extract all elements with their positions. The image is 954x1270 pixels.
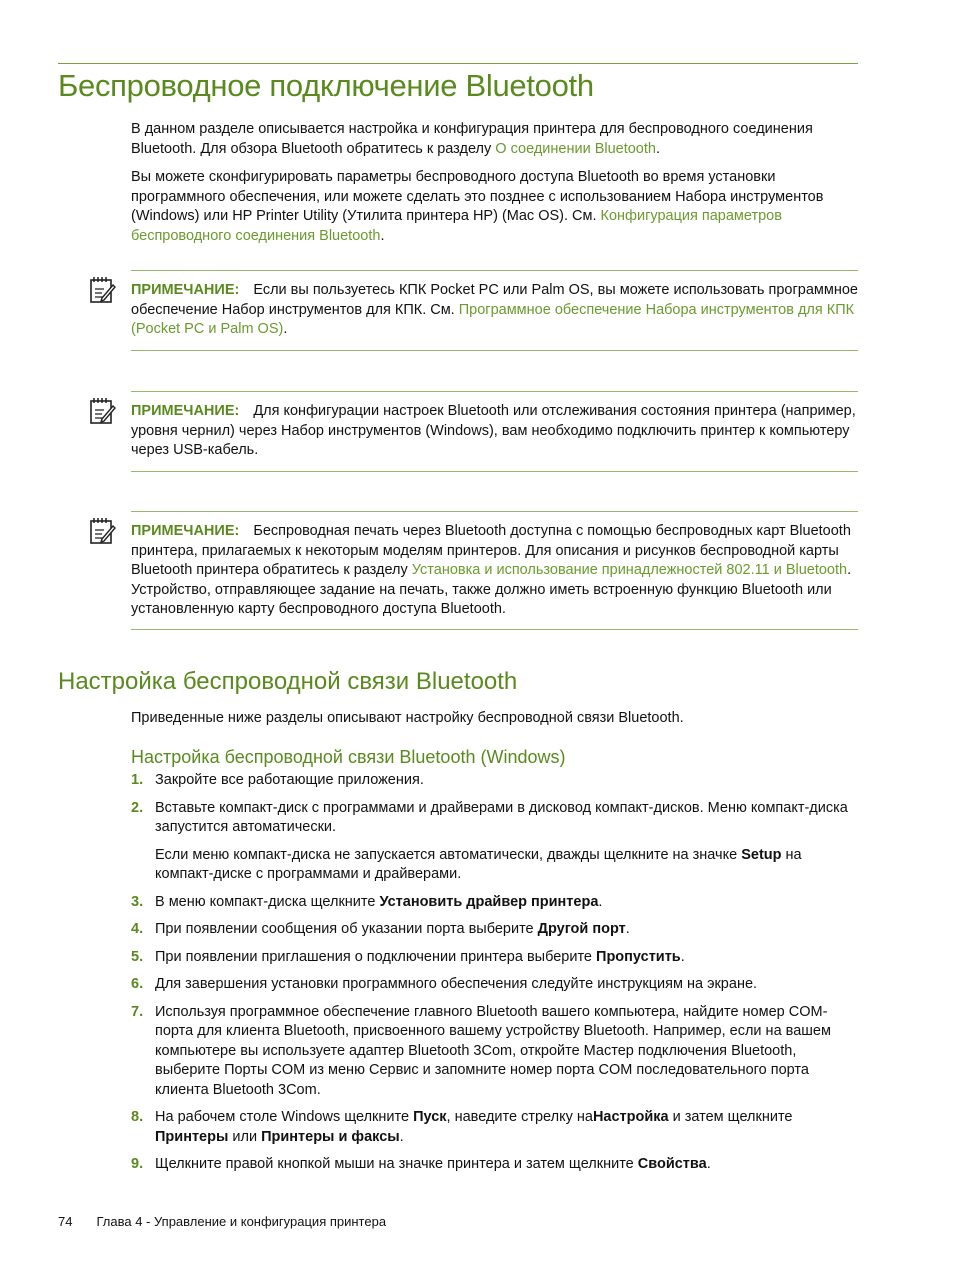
step-item: 2. Вставьте компакт-диск с программами и драйверами в дисковод компакт-дисков. Меню компакт-диска запустится автоматически. Если меню компакт-диска не запускается автоматически, дважды щелкните на значке Setup на компакт-диске с программами и драйверами. — [131, 799, 858, 885]
chapter-title: Глава 4 - Управление и конфигурация принтера — [96, 1214, 387, 1229]
note-1-top-rule — [131, 270, 858, 271]
note-2: ПРИМЕЧАНИЕ: Для конфигурации настроек Bluetooth или отслеживания состояния принтера (например, уровня чернил) через Набор инструментов (Windows), вам необходимо подключить принтер к компьютеру через USB-кабель. — [131, 403, 856, 458]
note-3: ПРИМЕЧАНИЕ: Беспроводная печать через Bluetooth доступна с помощью беспроводных карт Bluetooth принтера, прилагаемых к некоторым моделям принтеров. Для описания и рисунков беспроводной карты Bluetooth принтера обратитесь к разделу Установка и использование принадлежностей 802.11 и Bluetooth. Устройство, отправляющее задание на печать, также должно иметь встроенную функцию Bluetooth или установленную карту беспроводного доступа Bluetooth. — [131, 523, 852, 617]
page-title: Беспроводное подключение Bluetooth — [58, 68, 594, 103]
note-icon — [90, 276, 116, 304]
section-title: Настройка беспроводной связи Bluetooth — [58, 668, 518, 695]
note-label: ПРИМЕЧАНИЕ: — [131, 403, 240, 419]
accessories-link[interactable]: Установка и использование принадлежностей 802.11 и Bluetooth — [411, 562, 848, 578]
note-1-bottom-rule — [131, 350, 858, 351]
step-item: 5. При появлении приглашения о подключении принтера выберите Пропустить. — [131, 948, 858, 968]
step-item: 3. В меню компакт-диска щелкните Установить драйвер принтера. — [131, 893, 858, 913]
about-bluetooth-link[interactable]: О соединении Bluetooth — [495, 140, 656, 157]
bluetooth-config-link[interactable]: Конфигурация параметров беспроводного соединения Bluetooth — [131, 208, 782, 244]
step-number: 8. — [131, 1109, 144, 1125]
page-footer — [58, 1214, 386, 1229]
note-3-top-rule — [131, 511, 858, 512]
step-number: 5. — [131, 948, 144, 965]
section-intro: Приведенные ниже разделы описывают настройку беспроводной связи Bluetooth. — [131, 710, 684, 726]
step-number: 2. — [131, 799, 144, 816]
note-icon — [90, 517, 116, 545]
note-1: ПРИМЕЧАНИЕ: Если вы пользуетесь КПК Pocket PC или Palm OS, вы можете использовать программное обеспечение Набор инструментов для КПК. См. Программное обеспечение Набора инструментов для КПК (Pocket PC и Palm OS). — [131, 282, 858, 337]
note-label: ПРИМЕЧАНИЕ: — [131, 523, 240, 539]
step-item: 9. Щелкните правой кнопкой мыши на значке принтера и затем щелкните Свойства. — [131, 1155, 858, 1175]
note-2-bottom-rule — [131, 471, 858, 472]
step-number: 6. — [131, 976, 144, 992]
note-label: ПРИМЕЧАНИЕ: — [131, 282, 240, 298]
title-rule — [58, 63, 858, 64]
intro-paragraph-2: Вы можете сконфигурировать параметры беспроводного доступа Bluetooth во время установки программного обеспечения, или можете сделать это позднее с использованием Набора инструментов (Windows) или HP Printer Utility (Утилита принтера HP) (Mac OS). См. Конфигурация параметров беспроводного соединения Bluetooth. — [131, 169, 824, 244]
intro-paragraph-1: В данном разделе описывается настройка и конфигурация принтера для беспроводного соединения Bluetooth. Для обзора Bluetooth обратитесь к разделу О соединении Bluetooth. — [131, 121, 813, 157]
pda-toolbox-link[interactable]: Программное обеспечение Набора инструментов для КПК (Pocket PC и Palm OS) — [131, 301, 855, 337]
note-2-top-rule — [131, 391, 858, 392]
step-number: 7. — [131, 1003, 144, 1020]
step-item: 7. Используя программное обеспечение главного Bluetooth вашего компьютера, найдите номер COM-порта для клиента Bluetooth, присвоенного вашему устройству Bluetooth. Например, если на вашем компьютере вы используете адаптер Bluetooth 3Com, откройте Мастер подключения Bluetooth, выберите Порты COM из меню Сервис и запомните номер порта COM последовательного порта клиента Bluetooth 3Com. — [131, 1003, 831, 1098]
step-note: Если меню компакт-диска не запускается автоматически, дважды щелкните на значке Setup на компакт-диске с программами и драйверами. — [155, 846, 802, 882]
step-item: 6. Для завершения установки программного обеспечения следуйте инструкциям на экране. — [131, 975, 858, 995]
step-item: 8. На рабочем столе Windows щелкните Пуск, наведите стрелку наНастройка и затем щелкните Принтеры или Принтеры и факсы. — [131, 1109, 793, 1145]
page-number: 74 — [58, 1214, 73, 1229]
note-3-bottom-rule — [131, 629, 858, 630]
steps-list — [131, 771, 858, 1183]
step-number: 4. — [131, 921, 144, 937]
step-number: 3. — [131, 893, 144, 910]
subsection-title: Настройка беспроводной связи Bluetooth (Windows) — [131, 747, 566, 767]
step-item: 1. Закройте все работающие приложения. — [131, 771, 858, 791]
step-item: 4. При появлении сообщения об указании порта выберите Другой порт. — [131, 920, 858, 940]
step-number: 9. — [131, 1156, 144, 1172]
step-number: 1. — [131, 772, 144, 788]
note-icon — [90, 397, 116, 425]
